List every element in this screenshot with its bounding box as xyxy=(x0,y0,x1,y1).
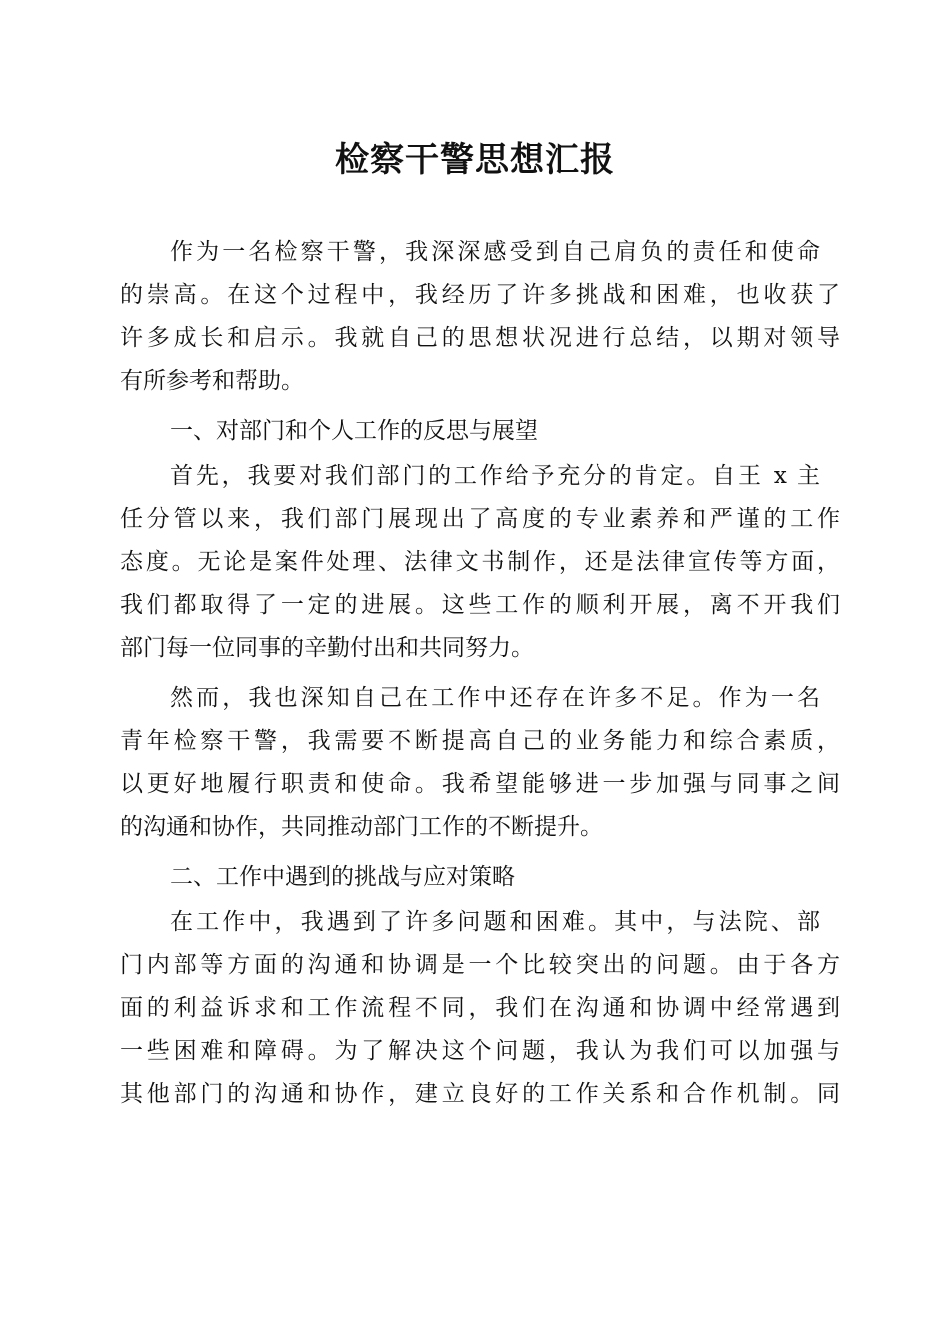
paragraph-line: 的崇高。在这个过程中，我经历了许多挑战和困难，也收获了 xyxy=(120,282,840,308)
paragraph-line: 态度。无论是案件处理、法律文书制作，还是法律宣传等方面， xyxy=(120,549,840,575)
paragraph-line: 面的利益诉求和工作流程不同，我们在沟通和协调中经常遇到 xyxy=(120,995,840,1021)
paragraph-line: 许多成长和启示。我就自己的思想状况进行总结，以期对领导 xyxy=(120,325,840,351)
paragraph-line: 我们都取得了一定的进展。这些工作的顺利开展，离不开我们 xyxy=(120,592,840,618)
paragraph-line: 作为一名检察干警，我深深感受到自己肩负的责任和使命 xyxy=(170,239,820,265)
paragraph-line: 门内部等方面的沟通和协调是一个比较突出的问题。由于各方 xyxy=(120,952,840,978)
paragraph-line: 部门每一位同事的辛勤付出和共同努力。 xyxy=(120,635,534,661)
paragraph-line: 其他部门的沟通和协作，建立良好的工作关系和合作机制。同 xyxy=(120,1081,840,1107)
document-title: 检察干警思想汇报 xyxy=(335,140,615,180)
section-heading: 一、对部门和个人工作的反思与展望 xyxy=(170,418,538,444)
paragraph-line: 在工作中，我遇到了许多问题和困难。其中，与法院、部 xyxy=(170,909,820,935)
paragraph-line: 有所参考和帮助。 xyxy=(120,368,304,394)
paragraph-line: 以更好地履行职责和使命。我希望能够进一步加强与同事之间 xyxy=(120,771,840,797)
paragraph-line: 任分管以来，我们部门展现出了高度的专业素养和严谨的工作 xyxy=(120,506,840,532)
section-heading: 二、工作中遇到的挑战与应对策略 xyxy=(170,864,515,890)
paragraph-line: 然而，我也深知自己在工作中还存在许多不足。作为一名 xyxy=(170,685,820,711)
paragraph-line: 首先，我要对我们部门的工作给予充分的肯定。自王 x 主 xyxy=(170,463,820,489)
paragraph-line: 的沟通和协作，共同推动部门工作的不断提升。 xyxy=(120,814,603,840)
paragraph-line: 一些困难和障碍。为了解决这个问题，我认为我们可以加强与 xyxy=(120,1038,840,1064)
paragraph-line: 青年检察干警，我需要不断提高自己的业务能力和综合素质， xyxy=(120,728,840,754)
